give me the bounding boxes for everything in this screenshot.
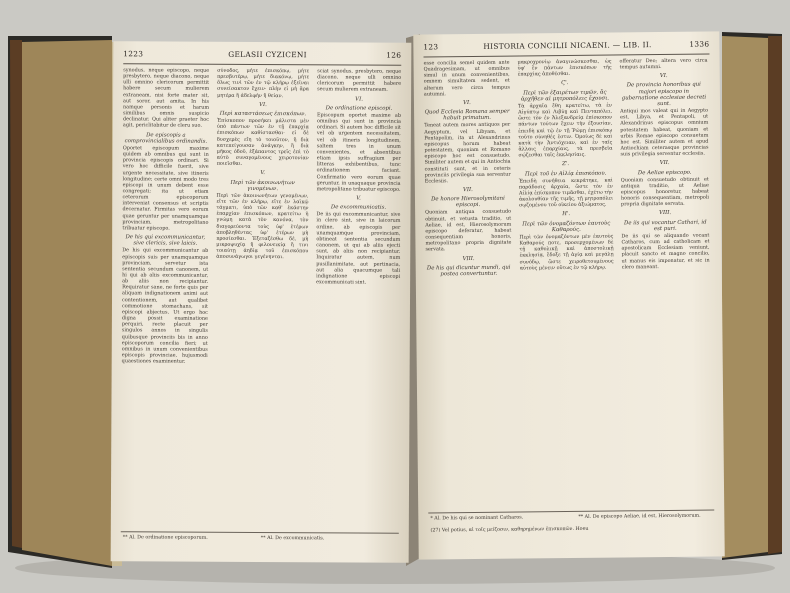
- left-col-latin-version: [315, 68, 401, 508]
- right-col3-numeral-3: VIII.: [659, 210, 672, 217]
- left-col1-intro: synodus, neque episcopo, neque presbytero, neque diacono, neque ulli omnino clericorum permittit habere secum mulierem extraneam, nisi forte mater sit, aut soror, aut amita. In his namque personis et harum similibus omnis suspicio declinatur. Qui aliter praeter hoc agit, periclitabitur de cleru suo.: [122, 67, 210, 130]
- left-page-title: GELASII CYZICENI: [228, 49, 307, 60]
- right-col2-greek-text-1: Τὰ ἀρχαῖα ἔθη κρατείτω, τὰ ἐν Αἰγύπτῳ καὶ Λιβύῃ καὶ Πενταπόλει, ὥστε τὸν ἐν Ἀλεξανδρείᾳ ἐπίσκοπον πάντων τούτων ἔχειν τὴν ἐξουσίαν, ἐπειδὴ καὶ τῷ ἐν τῇ Ῥώμῃ ἐπισκόπῳ τοῦτο σύνηθές ἐστιν. Ὁμοίως δὲ καὶ κατὰ τὴν Ἀντιόχειαν, καὶ ἐν ταῖς ἄλλαις ἐπαρχίαις, τὰ πρεσβεῖα σῴζεσθαι ταῖς ἐκκλησίαις.: [517, 102, 613, 159]
- left-col1-excommunication-text: De his qui excommunicantur ab episcopis suis per unamquamque provinciam, servetur ista sententia secundum canonem, ut hi qui ab aliis excommunicantur, ab aliis non recipiantur. Requiratur sane, ne forte quis per aliquam indignationem animi aut contentionem, aut qualibet commotione stomachans, sit episcopi abjectus. Ut ergo hoc digna possit examinatione perquiri, recte placuit per singulos annos in singulis quibusque provinciis bis in anno episcoporum concilia fieri; ut omnibus in unum convenientibus episcopis provinciae, hujusmodi quaestiones examinentur.: [121, 247, 209, 365]
- left-page: [111, 41, 412, 563]
- right-col2-numeral-1: Ϛ'.: [561, 80, 569, 87]
- left-col3-heading-2: De excommunicatis.: [330, 204, 387, 211]
- left-col-latin: [121, 67, 209, 507]
- left-col2-heading-1: Περὶ καταστάσεως ἐπισκόπων.: [219, 110, 307, 118]
- right-col2-numeral-3: Η'.: [562, 211, 571, 218]
- right-column-number: 1336: [689, 39, 710, 49]
- left-col2-numeral-1: VI.: [259, 101, 267, 108]
- right-footnote-1: * Al. De his qui se nominant Catharos.: [430, 515, 524, 522]
- left-col3-latin-text-1: Episcopum oportet maxime ab omnibus qui sunt in provincia ordinari. Si autem hoc difficile sit vel ob urgentem necessitatem, vel ob itineris longitudinem, saltem tres in unum convenientes, et absentibus etiam ipsis suffragium per litteras exhibentibus, tunc ordinationem faciant. Confirmatio vero eorum quae geruntur, in unaquaque provincia metropolitano tribuatur episcopo.: [316, 112, 401, 193]
- right-page-header: [423, 40, 709, 55]
- left-col2-numeral-2: V.: [260, 170, 266, 177]
- left-page-header: [123, 49, 401, 62]
- left-col3-numeral-2: V.: [356, 195, 361, 202]
- right-page-number: 123: [423, 42, 439, 52]
- right-col2-heading-2: Περὶ τοῦ ἐν Αἰλίᾳ ἐπισκόπου.: [525, 170, 607, 177]
- right-page-title: HISTORIA CONCILII NICAENI. — LIB. II.: [483, 40, 652, 51]
- left-col3-numeral-1: VI.: [355, 96, 363, 103]
- left-page-number: 1223: [123, 49, 144, 59]
- right-col2-heading-3: Περὶ τῶν ὀνομαζόντων ἑαυτοὺς Καθαρούς.: [522, 220, 611, 233]
- right-col1-heading-2: De honore Hierosolymitani episcopi.: [431, 195, 505, 209]
- right-col3-heading-3: De iis qui vocantur Cathari, id est puri.: [623, 219, 707, 232]
- right-header-rule: [423, 54, 709, 58]
- right-bottom-note: (27) Vel potius, αἱ τοῖς μείζοσιν, καθηρημένων ἐπισκοπῶν. Hoeu: [430, 526, 589, 534]
- right-col1-heading-3: De his qui dicuntur mundi, qui postea convertuntur.: [426, 264, 511, 278]
- right-col-latin-version: [620, 58, 713, 499]
- right-col2-numeral-2: Ζ'.: [562, 161, 570, 168]
- right-footnote-2: ** Al. De episcopo Aeliae, id est, Hierosolymorum.: [578, 513, 701, 520]
- right-col-latin: [424, 60, 515, 501]
- left-col2-greek-intro: σύνοδος, μήτε ἐπισκόπῳ, μήτε πρεσβυτέρῳ, μήτε διακόνῳ, μήτε ὅλως τινὶ τῶν ἐν τῷ κλήρῳ ἐξεῖναι συνείσακτον ἔχειν· πλὴν εἰ μὴ ἄρα μητέρα ἢ ἀδελφὴν ἢ θείαν.: [217, 67, 310, 99]
- right-col1-latin-text-2: Quoniam antiqua consuetudo obtinuit, et vetusta traditio, ut Aeliae, id est, Hierosolymorum episcopo deferatur, habeat consequentiam honoris, metropolitano propria dignitate servata.: [425, 209, 512, 253]
- left-col1-excommunication-heading: De his qui excommunicantur, sive clericis, sive laicis.: [125, 234, 206, 247]
- right-col3-numeral-1: VI.: [659, 73, 668, 80]
- right-cover-marbling: [768, 36, 782, 554]
- right-col1-latin-text-1: Teneat autem mores antiquos per Aegyptum, vel Libyam, et Pentapolim, ita ut Alexandrinus episcopus horum habeat potestatem, quoniam et Romano episcopo hoc est consuetudo. Similiter autem et qui in Antiochia constituti sunt, et in ceteris provinciis privilegia sua serventur Ecclesiis.: [424, 122, 511, 185]
- right-col3-latin-text-1: Antiqui mos valeat qui in Aegypto est, Libya, et Pentapoli, ut Alexandrinus episcopus omnium potestatem habeat, quoniam et urbis Romae episcopo consuetum hoc est. Similiter autem et apud Antiochiam ceterasque provincias suis privilegia serventur ecclesiis.: [620, 107, 709, 158]
- right-col3-heading-1: De provincia honoribus qui majori episcopo in gubernatione ecclesiae decreti sunt.: [621, 82, 707, 108]
- right-col3-latin-intro: offeratur Deo; altera vero circa tempus autumni.: [619, 57, 708, 71]
- right-col3-numeral-2: VII.: [659, 160, 670, 167]
- left-page-block: [22, 40, 112, 566]
- right-col1-numeral-3: VIII.: [462, 255, 475, 262]
- right-col1-numeral-1: VI.: [463, 99, 471, 107]
- left-col2-heading-2: Περὶ τῶν ἀκοινωνήτων γινομένων.: [230, 179, 295, 192]
- right-footnote-rule: [428, 509, 714, 513]
- left-cover-marbling: [10, 40, 22, 548]
- left-col3-latin-text-2: De iis qui excommunicantur, sive in clero sint, sive in laicorum ordine, ab episcopis per unamquamque provinciam, obtineat sententia secundum canonem, ut qui ab aliis ejecti sunt, ab aliis non recipiantur. Inquiratur autem, num pusillanimitate, aut pertinacia, aut alia quacumque tali indignatione episcopi excommunicati sint.: [316, 211, 401, 286]
- left-footnote-1: ** Al. De ordinatione episcoporum.: [122, 535, 208, 541]
- left-footnote-rule: [121, 531, 399, 533]
- right-page: [413, 31, 724, 559]
- right-col2-greek-text-2: Ἐπειδὴ συνήθεια κεκράτηκε, καὶ παράδοσις ἀρχαία, ὥστε τὸν ἐν Αἰλίᾳ ἐπίσκοπον τιμᾶσθαι, ἐχέτω τὴν ἀκολουθίαν τῆς τιμῆς, τῇ μητροπόλει σῳζομένου τοῦ οἰκείου ἀξιώματος.: [518, 177, 614, 209]
- right-col1-numeral-2: VII.: [462, 186, 473, 194]
- left-header-rule: [123, 63, 401, 65]
- left-col-greek: [215, 68, 309, 508]
- left-column-number: 126: [386, 50, 402, 60]
- right-col3-latin-text-2: Quoniam consuetudo obtinuit et antiqua traditio, ut Aeliae episcopus honoretur, habeat honoris consequentiam, metropoli propria dignitate servata.: [620, 176, 710, 208]
- left-col1-canon-text: Oportet episcopum maxime quidem ab omnibus qui sunt in provincia episcopis ordinari. Si vero hoc difficile fuerit, sive urgente necessitate, sive itineris longitudine; certe omni modo tres episcopi in unum debent esse congregati; ita ut etiam ceterorum episcoporum interveniat consensus et scriptis decernatur. Firmitas vero eorum quae geruntur per unamquamque provinciam, metropolitano tribuatur episcopo.: [122, 145, 209, 232]
- right-col2-greek-intro: μακροχρονίῳ ἀναγινώσκεσθαι, ὡς ὑφ' ἓν πάντων ἐπισκόπων τῆς ἐπαρχίας ἀποθέσθαι.: [517, 58, 612, 78]
- right-col3-latin-text-3: De iis qui se aliquando vocant Catharos, cum ad catholicam et apostolicam Ecclesiam veniunt, placuit sancto et magno concilio, ut manus eis imponatur, et sic in clero maneant.: [621, 232, 710, 271]
- left-col3-heading-1: De ordinatione episcopi.: [325, 105, 393, 112]
- left-col3-latin-intro: sciat synodus, presbytero, neque diacono, neque ulli omnino clericorum permittit habere secum mulierem extraneam.: [317, 68, 402, 94]
- right-col2-heading-1: Περὶ τῶν ἐξαιρέτων τιμῶν, ἃς ἀρχῆθεν αἱ μητροπόλεις ἔχουσι.: [520, 89, 610, 103]
- right-page-block: [722, 36, 768, 558]
- left-col2-greek-text-2: Περὶ τῶν ἀκοινωνήτων γενομένων, εἴτε τῶν ἐν κλήρῳ, εἴτε ἐν λαϊκῷ τάγματι, ὑπὸ τῶν καθ' ἑκάστην ἐπαρχίαν ἐπισκόπων, κρατείτω ἡ γνώμη κατὰ τὸν κανόνα, τὸν διαγορεύοντα τοὺς ὑφ' ἑτέρων ἀποβληθέντας ὑφ' ἑτέρων μὴ προσίεσθαι. Ἐξεταζέσθω δέ, μὴ μικροψυχίᾳ ἢ φιλονεικίᾳ ἤ τινι τοιαύτῃ ἀηδίᾳ τοῦ ἐπισκόπου ἀποσυνάγωγοι γεγένηνται.: [216, 192, 309, 261]
- right-col1-heading-1: Quod Ecclesia Romana semper habuit primatum.: [424, 108, 510, 122]
- left-footnote-2: ** Al. De excommunicatis.: [260, 536, 325, 542]
- left-col1-canon-heading: De episcopis a comprovincialibus ordinandis.: [124, 131, 208, 145]
- right-col-greek: [518, 59, 617, 500]
- right-col2-greek-text-3: Περὶ τῶν ὀνομαζόντων μὲν ἑαυτοὺς Καθαρούς ποτε, προσερχομένων δὲ τῇ καθολικῇ καὶ ἀποστολικῇ ἐκκλησίᾳ, ἔδοξε τῇ ἁγίᾳ καὶ μεγάλῃ συνόδῳ, ὥστε χειροθετουμένους αὐτοὺς μένειν οὕτως ἐν τῷ κλήρῳ.: [519, 233, 614, 272]
- right-col3-heading-2: De Aeliae episcopo.: [637, 169, 692, 176]
- left-col2-greek-text-1: Ἐπίσκοπον προσήκει μάλιστα μὲν ὑπὸ πάντων τῶν ἐν τῇ ἐπαρχίᾳ ἐπισκόπων καθίστασθαι· εἰ δὲ δυσχερὲς εἴη τὸ τοιοῦτον, ἢ διὰ κατεπείγουσαν ἀνάγκην, ἢ διὰ μῆκος ὁδοῦ, ἐξάπαντος τρεῖς ἐπὶ τὸ αὐτὸ συναγομένους χειροτονίαν ποιεῖσθαι.: [216, 117, 309, 168]
- right-col1-latin-intro: esse concilia semel quidem ante Quadragesimam, ut omnibus simul in unum convenientibus, omnem simultatem sedent, et alterum vero circa tempus autumni.: [423, 59, 510, 98]
